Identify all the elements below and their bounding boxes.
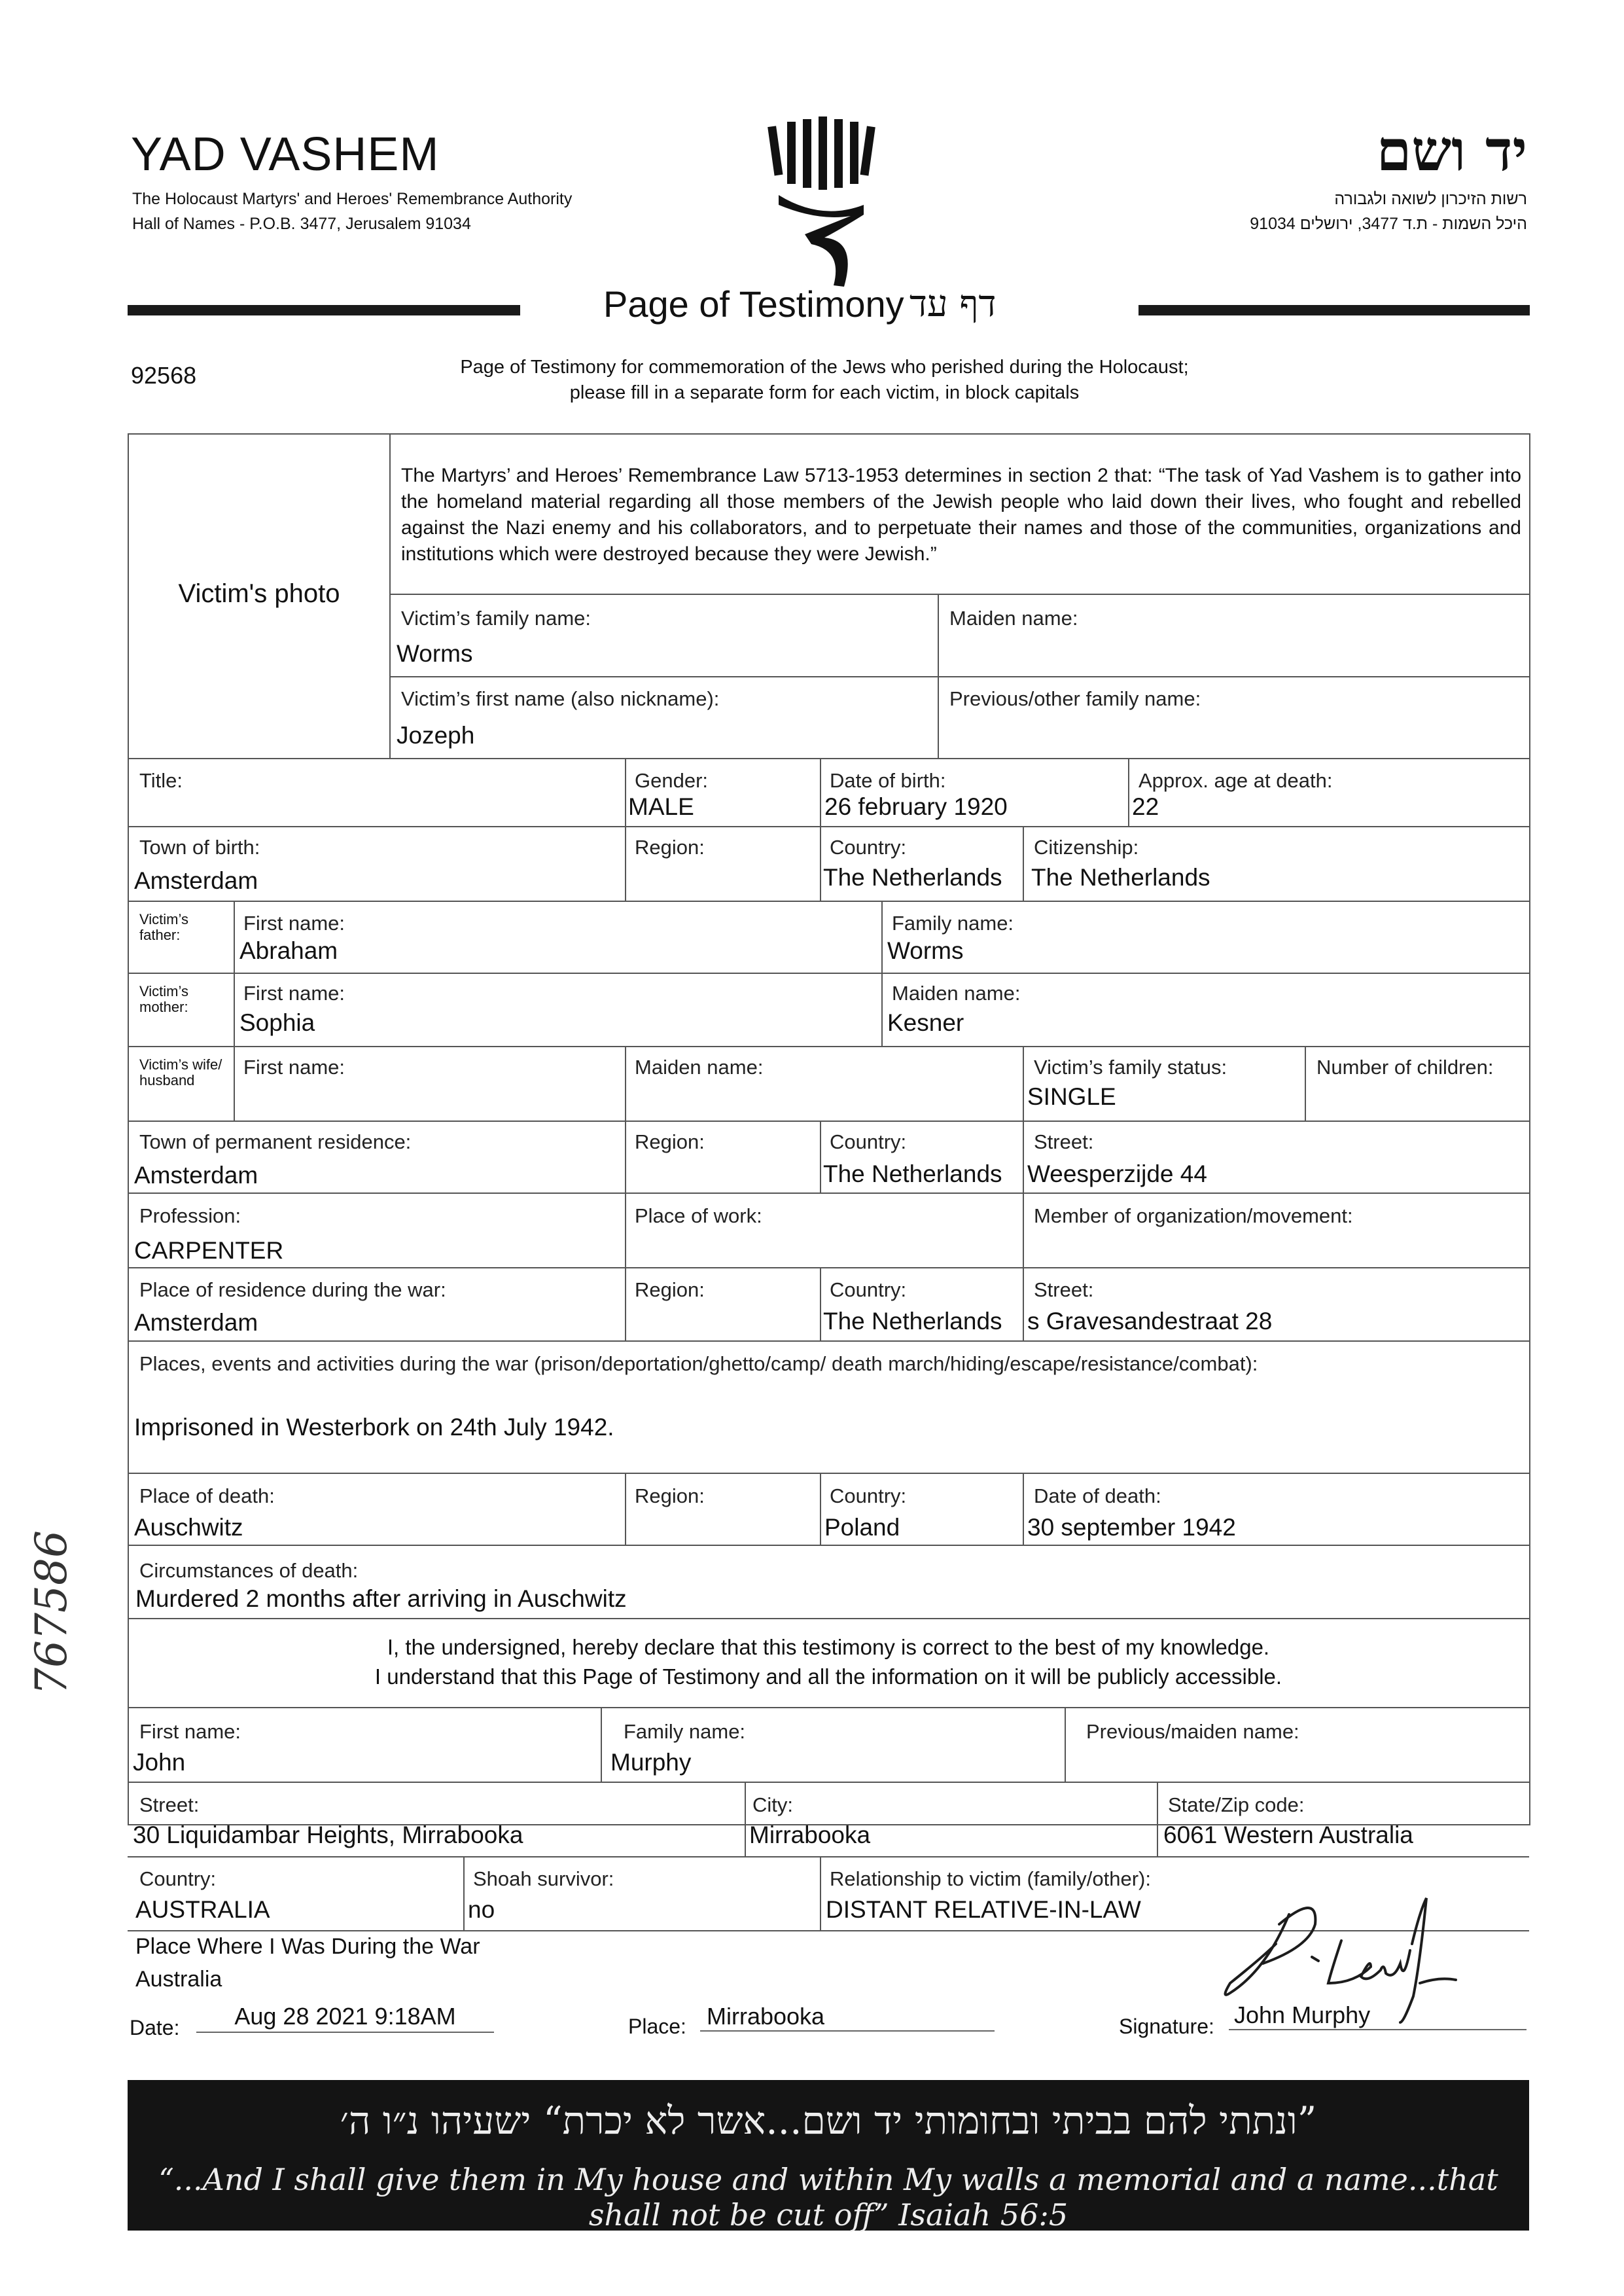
death-date-value: 30 september 1942 xyxy=(1027,1514,1236,1541)
war-location-value: Australia xyxy=(135,1967,222,1992)
residence-country-value: The Netherlands xyxy=(823,1160,1002,1187)
father-family-name: Worms xyxy=(887,937,964,964)
death-place-label: Place of death: xyxy=(139,1484,275,1507)
gender-value: MALE xyxy=(628,793,694,820)
submitter-family-label: Family name: xyxy=(624,1720,746,1743)
dob-value: 26 february 1920 xyxy=(824,793,1008,820)
submitter-prev-label: Previous/maiden name: xyxy=(1086,1720,1299,1743)
gender-label: Gender: xyxy=(635,769,709,792)
submitter-country-label: Country: xyxy=(139,1867,217,1890)
victim-first-name: Jozeph xyxy=(397,722,475,749)
victim-maiden-name-label: Maiden name: xyxy=(949,607,1078,630)
title-rule-right xyxy=(1139,305,1530,315)
footer-hebrew-quote: ”ונתתי להם בביתי ובחומותי יד ושם...אשר לא יכרת“ ישעיהו נ״ו ה׳ xyxy=(340,2098,1317,2143)
death-place-value: Auschwitz xyxy=(134,1514,243,1541)
footer-english-quote: “...And I shall give them in My house and within My walls a memorial and a name...that shall not be cut off” Isaiah 56:5 xyxy=(158,2162,1498,2233)
title-rule-left xyxy=(128,305,520,315)
form-frame xyxy=(128,433,1530,1825)
victim-family-name-label: Victim’s family name: xyxy=(401,607,591,630)
signature-name: John Murphy xyxy=(1229,2001,1527,2030)
children-label: Number of children: xyxy=(1316,1056,1494,1079)
org-line-1: The Holocaust Martyrs' and Heroes' Remembrance Authority xyxy=(132,190,573,208)
place-field: Mirrabooka xyxy=(700,2003,995,2032)
submitter-first-name: John xyxy=(133,1749,186,1776)
org-line-2: Hall of Names - P.O.B. 3477, Jerusalem 91034 xyxy=(132,215,471,233)
mother-maiden-label: Maiden name: xyxy=(892,982,1021,1005)
submitter-street-value: 30 Liquidambar Heights, Mirrabooka xyxy=(133,1821,523,1848)
mother-first-label: First name: xyxy=(243,982,345,1005)
victim-previous-name-label: Previous/other family name: xyxy=(949,687,1201,710)
death-country-label: Country: xyxy=(830,1484,907,1507)
war-events-value: Imprisoned in Westerbork on 24th July 1942. xyxy=(134,1414,614,1441)
war-region-label: Region: xyxy=(635,1278,705,1301)
relationship-value: DISTANT RELATIVE-IN-LAW xyxy=(826,1896,1141,1923)
war-country-value: The Netherlands xyxy=(823,1308,1002,1335)
signature-label: Signature: xyxy=(1119,2015,1214,2038)
org-name: YAD VASHEM xyxy=(131,128,440,181)
page-title-hebrew: דף עד xyxy=(909,283,997,325)
shoah-survivor-label: Shoah survivor: xyxy=(473,1867,614,1890)
place-of-work-label: Place of work: xyxy=(635,1204,762,1227)
organization-label: Member of organization/movement: xyxy=(1034,1204,1353,1227)
father-side-label: Victim’s father: xyxy=(139,911,188,943)
residence-street-label: Street: xyxy=(1034,1130,1094,1153)
dob-label: Date of birth: xyxy=(830,769,946,792)
mother-first-name: Sophia xyxy=(239,1009,315,1036)
birth-region-label: Region: xyxy=(635,836,705,859)
father-family-label: Family name: xyxy=(892,912,1014,935)
declaration-line-2: I understand that this Page of Testimony and all the information on it will be publicly accessible. xyxy=(374,1664,1282,1689)
yad-vashem-logo-icon xyxy=(766,117,877,287)
declaration-line-1: I, the undersigned, hereby declare that this testimony is correct to the best of my knowledge. xyxy=(387,1635,1270,1659)
war-residence-value: Amsterdam xyxy=(134,1309,258,1336)
org-line-2-hebrew: היכל השמות - ת.ד 3477, ירושלים 91034 xyxy=(1250,215,1527,233)
submitter-first-label: First name: xyxy=(139,1720,241,1743)
death-date-label: Date of death: xyxy=(1034,1484,1161,1507)
date-field: Aug 28 2021 9:18AM xyxy=(196,2003,494,2033)
death-country-value: Poland xyxy=(824,1514,900,1541)
residence-street-value: Weesperzijde 44 xyxy=(1027,1160,1207,1187)
org-line-1-hebrew: רשות הזיכרון לשואה ולגבורה xyxy=(1334,190,1527,208)
profession-label: Profession: xyxy=(139,1204,241,1227)
submitter-state-value: 6061 Western Australia xyxy=(1163,1821,1413,1848)
war-location-label: Place Where I Was During the War xyxy=(135,1934,480,1959)
law-text: The Martyrs’ and Heroes’ Remembrance Law 5713-1953 determines in section 2 that: “The task of Yad Vashem is to gather into the homeland material regarding all those members of the Jewish people who laid down their lives, who fought and rebelled against the Nazi enemy and his collaborators, and to perpetuate their names and those of the communities, organizations and institutions which were destroyed because they were Jewish.” xyxy=(401,465,1521,565)
submitter-country-value: AUSTRALIA xyxy=(135,1896,270,1923)
war-street-label: Street: xyxy=(1034,1278,1094,1301)
death-region-label: Region: xyxy=(635,1484,705,1507)
intro-line-2: please fill in a separate form for each victim, in block capitals xyxy=(569,382,1080,403)
citizenship-value: The Netherlands xyxy=(1031,864,1210,891)
mother-side-label: Victim’s mother: xyxy=(139,983,188,1015)
death-circumstances-value: Murdered 2 months after arriving in Auschwitz xyxy=(135,1585,627,1612)
birth-town-value: Amsterdam xyxy=(134,867,258,894)
war-events-label: Places, events and activities during the war (prison/deportation/ghetto/camp/ death march/hiding/escape/resistance/combat): xyxy=(139,1352,1258,1375)
war-country-label: Country: xyxy=(830,1278,907,1301)
age-label: Approx. age at death: xyxy=(1139,769,1333,792)
handwritten-signature xyxy=(1204,1885,1466,2036)
page-title: Page of Testimony xyxy=(603,283,904,325)
birth-country-value: The Netherlands xyxy=(823,864,1002,891)
place-label: Place: xyxy=(628,2015,686,2038)
photo-label: Victim's photo xyxy=(178,579,340,608)
war-street-value: s Gravesandestraat 28 xyxy=(1027,1308,1273,1335)
shoah-survivor-value: no xyxy=(468,1896,495,1923)
intro-line-1: Page of Testimony for commemoration of the Jews who perished during the Holocaust; xyxy=(460,357,1189,378)
date-label: Date: xyxy=(130,2016,180,2039)
relationship-label: Relationship to victim (family/other): xyxy=(830,1867,1151,1890)
residence-town-value: Amsterdam xyxy=(134,1162,258,1189)
victim-first-name-label: Victim’s first name (also nickname): xyxy=(401,687,720,710)
death-circumstances-label: Circumstances of death: xyxy=(139,1559,359,1582)
submitter-city-label: City: xyxy=(752,1793,793,1816)
footer-quote-band xyxy=(128,2080,1529,2231)
father-first-name: Abraham xyxy=(239,937,338,964)
victim-family-name: Worms xyxy=(397,640,473,667)
spouse-maiden-label: Maiden name: xyxy=(635,1056,764,1079)
residence-region-label: Region: xyxy=(635,1130,705,1153)
submitter-city-value: Mirrabooka xyxy=(749,1821,871,1848)
spouse-first-label: First name: xyxy=(243,1056,345,1079)
form-number: 92568 xyxy=(131,362,197,389)
citizenship-label: Citizenship: xyxy=(1034,836,1139,859)
org-name-hebrew: יד ושם xyxy=(1376,118,1527,184)
submitter-street-label: Street: xyxy=(139,1793,200,1816)
war-residence-label: Place of residence during the war: xyxy=(139,1278,446,1301)
residence-country-label: Country: xyxy=(830,1130,907,1153)
residence-town-label: Town of permanent residence: xyxy=(139,1130,412,1153)
father-first-label: First name: xyxy=(243,912,345,935)
submitter-family-name: Murphy xyxy=(610,1749,692,1776)
birth-country-label: Country: xyxy=(830,836,907,859)
age-value: 22 xyxy=(1132,793,1159,820)
family-status-value: SINGLE xyxy=(1027,1083,1116,1110)
family-status-label: Victim’s family status: xyxy=(1034,1056,1227,1079)
title-label: Title: xyxy=(139,769,183,792)
profession-value: CARPENTER xyxy=(134,1237,284,1264)
spouse-side-label: Victim’s wife/ husband xyxy=(139,1056,222,1088)
submitter-state-label: State/Zip code: xyxy=(1168,1793,1305,1816)
margin-archive-number: 767586 xyxy=(26,1530,77,1695)
mother-maiden-name: Kesner xyxy=(887,1009,964,1036)
birth-town-label: Town of birth: xyxy=(139,836,260,859)
